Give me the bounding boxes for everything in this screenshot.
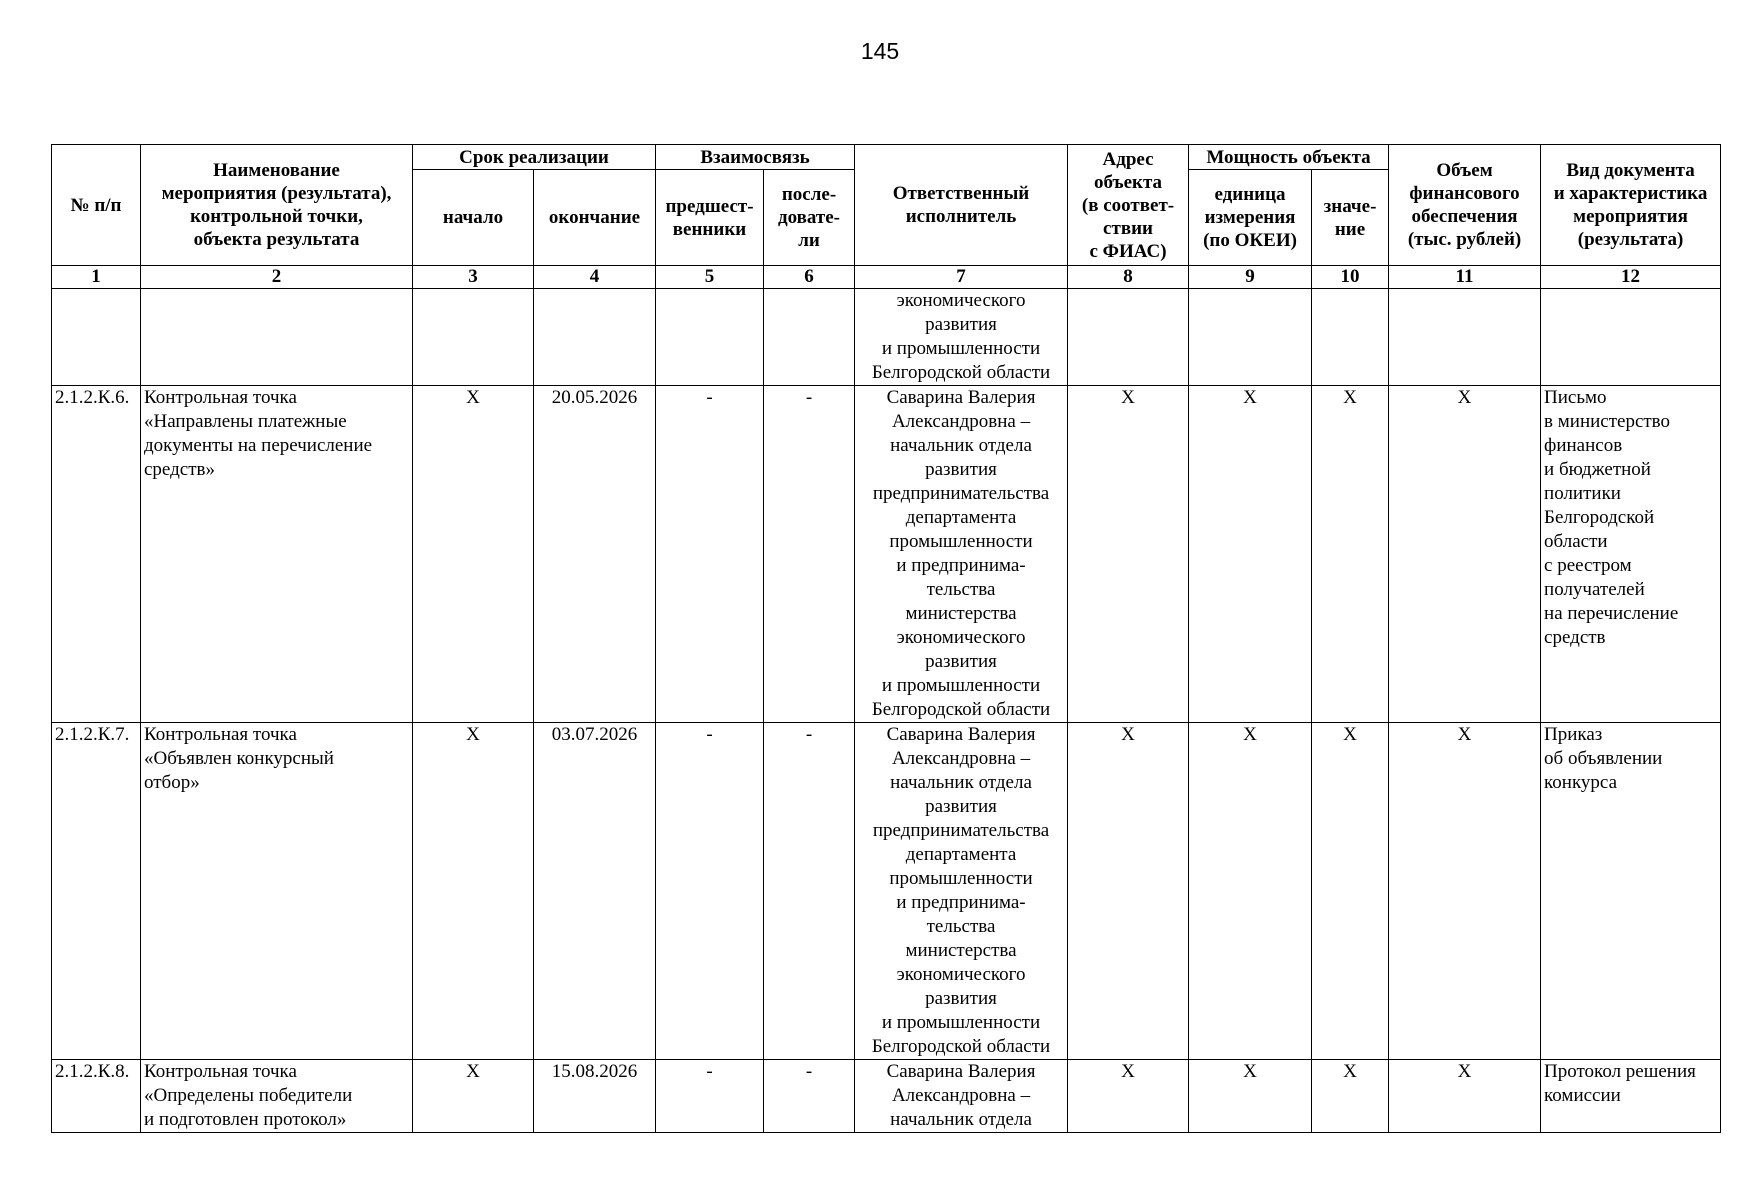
text-line: в министерство <box>1544 411 1671 432</box>
text-line: развития <box>925 651 997 672</box>
cell-name <box>141 1060 413 1133</box>
text-line: Адрес <box>1102 148 1154 170</box>
text-line: ствии <box>1103 217 1153 239</box>
header-term-end: окончание <box>534 170 656 266</box>
cell-address: X <box>1068 386 1189 723</box>
cell-predecessors: - <box>656 1060 764 1133</box>
text-line: документы на перечисление <box>144 435 373 456</box>
text-line: (тыс. рублей) <box>1407 229 1522 250</box>
cell-start <box>413 289 534 386</box>
cell-document <box>1541 723 1721 1060</box>
text-line: министерства <box>905 940 1017 961</box>
cell-predecessors: - <box>656 386 764 723</box>
text-line: Приказ <box>1544 724 1603 745</box>
text-line: Белгородской области <box>871 699 1051 720</box>
text-line: тельства <box>926 579 996 600</box>
cell-successors: - <box>764 723 855 1060</box>
cell-successors <box>764 289 855 386</box>
text-line: комиссии <box>1544 1085 1621 1106</box>
text-line: довате- <box>778 207 841 228</box>
text-line: об объявлении <box>1544 748 1663 769</box>
column-number: 4 <box>534 266 656 289</box>
text-line: венники <box>672 218 747 240</box>
header-document <box>1541 145 1721 266</box>
column-number-row <box>52 266 1721 289</box>
cell-name <box>141 386 413 723</box>
cell-name <box>141 723 413 1060</box>
cell-address: X <box>1068 723 1189 1060</box>
cell-name <box>141 289 413 386</box>
cell-document <box>1541 1060 1721 1133</box>
text-line: промышленности <box>889 868 1033 889</box>
text-line: и промышленности <box>881 338 1041 359</box>
header-unit <box>1189 170 1312 266</box>
header-address <box>1068 145 1189 266</box>
column-number: 1 <box>52 266 141 289</box>
text-line: объекта результата <box>193 229 360 250</box>
cell-start: X <box>413 386 534 723</box>
header-row-top <box>52 145 1721 170</box>
text-line: предпринимательства <box>872 483 1050 504</box>
cell-value: X <box>1312 386 1389 723</box>
text-line: и промышленности <box>881 675 1041 696</box>
cell-end: 15.08.2026 <box>534 1060 656 1133</box>
text-line: после- <box>781 184 837 205</box>
text-line: финансового <box>1409 183 1520 204</box>
table-body <box>52 266 1721 1133</box>
column-number: 12 <box>1541 266 1721 289</box>
cell-executor <box>855 1060 1068 1133</box>
text-line: финансов <box>1544 435 1623 456</box>
text-line: и предпринима- <box>896 555 1026 576</box>
cell-num: 2.1.2.К.6. <box>52 386 141 723</box>
cell-address <box>1068 289 1189 386</box>
text-line: и подготовлен протокол» <box>144 1109 347 1130</box>
text-line: Объем <box>1436 160 1493 181</box>
text-line: департамента <box>905 844 1017 865</box>
cell-end: 20.05.2026 <box>534 386 656 723</box>
text-line: Протокол решения <box>1544 1061 1696 1082</box>
header-capacity-group: Мощность объекта <box>1189 145 1389 170</box>
header-name <box>141 145 413 266</box>
text-line: Контрольная точка <box>144 387 297 408</box>
text-line: Ответственный <box>892 183 1030 204</box>
cell-document <box>1541 289 1721 386</box>
column-number: 9 <box>1189 266 1312 289</box>
cell-address: X <box>1068 1060 1189 1133</box>
text-line: «Направлены платежные <box>144 411 347 432</box>
column-number: 11 <box>1389 266 1541 289</box>
text-line: развития <box>925 314 997 335</box>
text-line: (в соответ- <box>1081 194 1175 216</box>
text-line: «Определены победители <box>144 1085 353 1106</box>
cell-start: X <box>413 1060 534 1133</box>
cell-num <box>52 289 141 386</box>
cell-finance: X <box>1389 386 1541 723</box>
text-line: Белгородской области <box>871 1036 1051 1057</box>
text-line: (по ОКЕИ) <box>1203 230 1297 251</box>
header-predecessors <box>656 170 764 266</box>
text-line: Белгородской <box>1544 507 1655 528</box>
column-number: 6 <box>764 266 855 289</box>
page-number: 145 <box>860 38 900 64</box>
text-line: значе- <box>1323 195 1377 217</box>
header-value <box>1312 170 1389 266</box>
text-line: Александровна – <box>891 748 1031 769</box>
text-line: ние <box>1334 218 1366 240</box>
cell-value: X <box>1312 723 1389 1060</box>
text-line: Саварина Валерия <box>886 724 1036 745</box>
text-line: начальник отдела <box>890 772 1032 793</box>
text-line: экономического <box>896 964 1026 985</box>
cell-document <box>1541 386 1721 723</box>
text-line: обеспечения <box>1411 206 1518 227</box>
cell-successors: - <box>764 386 855 723</box>
column-number: 7 <box>855 266 1068 289</box>
text-line: области <box>1544 531 1608 552</box>
text-line: предшест- <box>665 195 754 217</box>
cell-value: X <box>1312 1060 1389 1133</box>
text-line: и бюджетной <box>1544 459 1651 480</box>
text-line: мероприятия <box>1573 206 1688 227</box>
text-line: Контрольная точка <box>144 724 297 745</box>
cell-executor <box>855 289 1068 386</box>
text-line: предпринимательства <box>872 820 1050 841</box>
text-line: Саварина Валерия <box>886 1061 1036 1082</box>
cell-unit: X <box>1189 386 1312 723</box>
text-line: Белгородской области <box>871 362 1051 383</box>
text-line: конкурса <box>1544 772 1618 793</box>
text-line: средств <box>1544 627 1606 648</box>
text-line: тельства <box>926 916 996 937</box>
text-line: Письмо <box>1544 387 1607 408</box>
cell-executor <box>855 386 1068 723</box>
text-line: объекта <box>1093 171 1163 193</box>
cell-finance <box>1389 289 1541 386</box>
text-line: развития <box>925 796 997 817</box>
text-line: и предпринима- <box>896 892 1026 913</box>
cell-unit <box>1189 289 1312 386</box>
cell-unit: X <box>1189 723 1312 1060</box>
header-term-start: начало <box>413 170 534 266</box>
text-line: исполнитель <box>905 206 1017 227</box>
cell-successors: - <box>764 1060 855 1133</box>
header-link-group: Взаимосвязь <box>656 145 855 170</box>
table-row <box>52 1060 1721 1133</box>
cell-finance: X <box>1389 1060 1541 1133</box>
text-line: промышленности <box>889 531 1033 552</box>
text-line: получателей <box>1544 579 1645 600</box>
text-line: с ФИАС) <box>1089 240 1167 262</box>
cell-predecessors: - <box>656 723 764 1060</box>
text-line: мероприятия (результата), <box>161 183 392 204</box>
text-line: отбор» <box>144 772 200 793</box>
cell-predecessors <box>656 289 764 386</box>
text-line: измерения <box>1204 207 1296 228</box>
text-line: министерства <box>905 603 1017 624</box>
column-number: 8 <box>1068 266 1189 289</box>
cell-num: 2.1.2.К.7. <box>52 723 141 1060</box>
cell-end: 03.07.2026 <box>534 723 656 1060</box>
cell-start: X <box>413 723 534 1060</box>
text-line: развития <box>925 459 997 480</box>
header-successors <box>764 170 855 266</box>
text-line: Вид документа <box>1566 160 1695 181</box>
text-line: и промышленности <box>881 1012 1041 1033</box>
text-line: экономического <box>896 627 1026 648</box>
column-number: 10 <box>1312 266 1389 289</box>
text-line: начальник отдела <box>890 435 1032 456</box>
table-row <box>52 723 1721 1060</box>
column-number: 5 <box>656 266 764 289</box>
text-line: Александровна – <box>891 411 1031 432</box>
text-line: с реестром <box>1544 555 1632 576</box>
text-line: на перечисление <box>1544 603 1679 624</box>
column-number: 2 <box>141 266 413 289</box>
text-line: контрольной точки, <box>190 206 363 227</box>
text-line: ли <box>798 230 820 251</box>
text-line: Александровна – <box>891 1085 1031 1106</box>
header-finance <box>1389 145 1541 266</box>
header-term-group: Срок реализации <box>413 145 656 170</box>
text-line: «Объявлен конкурсный <box>144 748 334 769</box>
implementation-plan-table <box>51 144 1721 1133</box>
cell-end <box>534 289 656 386</box>
table-row <box>52 386 1721 723</box>
header-num: № п/п <box>52 145 141 266</box>
continuation-row <box>52 289 1721 386</box>
text-line: департамента <box>905 507 1017 528</box>
cell-num: 2.1.2.К.8. <box>52 1060 141 1133</box>
text-line: Саварина Валерия <box>886 387 1036 408</box>
text-line: начальник отдела <box>890 1109 1032 1130</box>
text-line: экономического <box>896 290 1026 311</box>
cell-executor <box>855 723 1068 1060</box>
header-executor <box>855 145 1068 266</box>
text-line: (результата) <box>1577 229 1684 250</box>
text-line: Наименование <box>213 160 340 181</box>
text-line: политики <box>1544 483 1621 504</box>
column-number: 3 <box>413 266 534 289</box>
cell-finance: X <box>1389 723 1541 1060</box>
text-line: единица <box>1214 184 1286 205</box>
text-line: Контрольная точка <box>144 1061 297 1082</box>
cell-value <box>1312 289 1389 386</box>
text-line: средств» <box>144 459 215 480</box>
text-line: развития <box>925 988 997 1009</box>
text-line: и характеристика <box>1553 183 1708 204</box>
cell-unit: X <box>1189 1060 1312 1133</box>
